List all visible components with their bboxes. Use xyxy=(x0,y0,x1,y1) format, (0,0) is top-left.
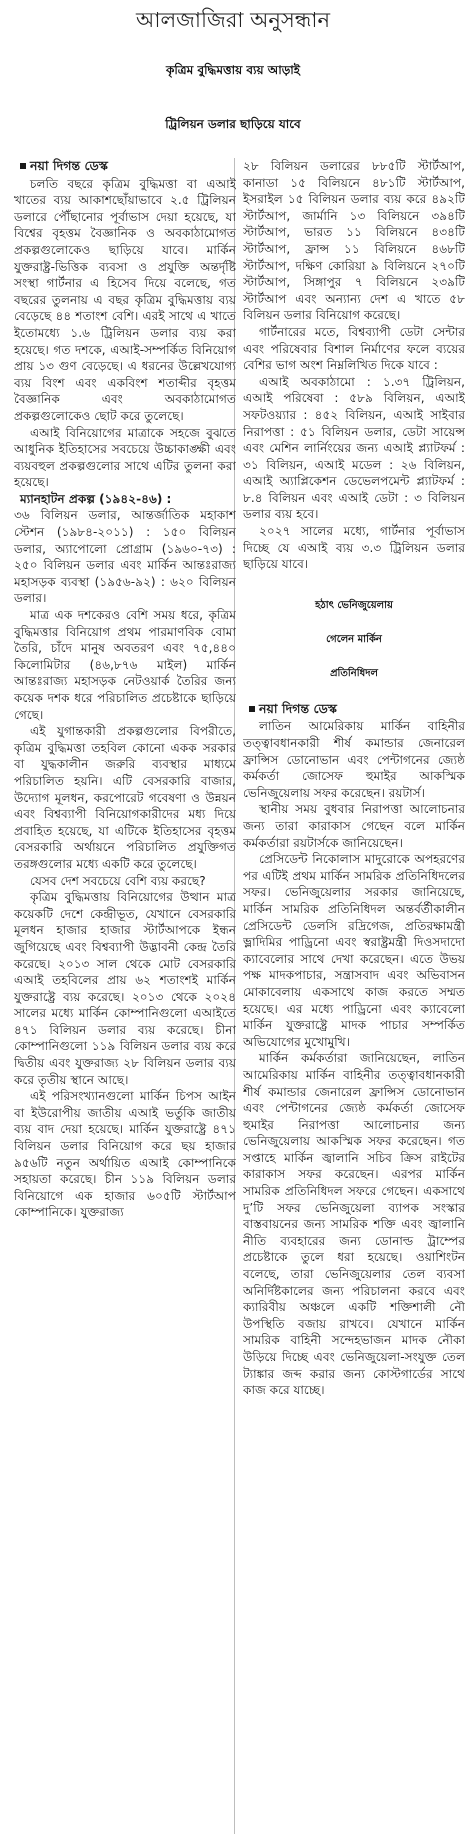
second-headline-line-1: হঠাৎ ভেনিজুয়েলায় xyxy=(315,599,393,611)
main-headline-line-1: কৃত্রিম বুদ্ধিমত্তায় ব্যয় আড়াই xyxy=(165,63,301,77)
section-kicker: আলজাজিরা অনুসন্ধান xyxy=(136,7,330,32)
article-paragraph: লাতিন আমেরিকায় মার্কিন বাহিনীর তত্ত্বাবধানকারী শীর্ষ কমান্ডার জেনারেল ফ্রান্সিস ডোনোভান এবং পেন্টাগনের জ্যেষ্ঠ কর্মকর্তা জোসেফ হুমাইর আকস্মিক ভেনিজুয়েলায় সফর করেছেন। রয়টার্স। xyxy=(243,719,465,800)
byline-text: নয়া দিগন্ত ডেস্ক xyxy=(259,700,337,716)
article-paragraph: স্থানীয় সময় বুধবার নিরাপত্তা আলোচনার জন্য তারা কারাকাস গেছেন বলে মার্কিন কর্মকর্তারা রয়টার্সকে জানিয়েছেন। xyxy=(243,802,465,850)
article-paragraph: মার্কিন কর্মকর্তারা জানিয়েছেন, লাতিন আমেরিকায় মার্কিন বাহিনীর তত্ত্বাবধানকারী শীর্ষ কমান্ডার জেনারেল ফ্রান্সিস ডোনোভান এবং পেন্টাগনের জ্যেষ্ঠ কর্মকর্তা জোসেফ হুমাইর নিরাপত্তা আলোচনার জন্য ভেনিজুয়েলায় আকস্মিক সফর করেছেন। গত সপ্তাহে মার্কিন জ্বালানি সচিব ক্রিস রাইটের কারাকাস সফর করেছেন। এরপর মার্কিন সামরিক প্রতিনিধিদল সফরে গেছেন। একসাথে দু’টি সফর ভেনিজুয়েলা ব্যাপক সংস্কার বাস্তবায়নের জন্য সামরিক শক্তি এবং জ্বালানি নীতি ব্যবহারের জন্য ডোনাল্ড ট্রাম্পের প্রচেষ্টাকে তুলে ধরা হয়েছে। ওয়াশিংটন বলেছে, তারা ভেনিজুয়েলার তেল ব্যবসা অনির্দিষ্টকালের জন্য পরিচালনা করবে এবং ক্যারিবীয় অঞ্চলে একটি শক্তিশালী নৌ উপস্থিতি বজায় রাখবে। যেখানে মার্কিন সামরিক বাহিনী সন্দেহভাজন মাদক নৌকা উড়িয়ে দিচ্ছে এবং ভেনিজুয়েলা-সংযুক্ত তেল ট্যাঙ্কার জব্দ করার জন্য কোস্টগার্ডের সাথে কাজ করে যাচ্ছে। xyxy=(243,1051,465,1398)
second-headline-line-2: গেলেন মার্কিন xyxy=(326,633,382,645)
article-paragraph: গার্টনারের মতে, বিশ্বব্যাপী ডেটা সেন্টার এবং পরিষেবার বিশাল নির্মাণের ফলে ব্যয়ের বেশির ভাগ অংশ নিম্নলিখিত দিকে যাবে : xyxy=(243,324,465,373)
right-column xyxy=(243,158,465,1834)
article-paragraph: এআই বিনিয়োগের মাত্রাকে সহজে বুঝতে আধুনিক ইতিহাসের সবচেয়ে উচ্চাকাঙ্ক্ষী এবং ব্যয়বহুল প্রকল্পগুলোর সাথে এটির তুলনা করা হয়েছে। xyxy=(14,425,236,490)
article-paragraph: এই পরিসংখ্যানগুলো মার্কিন চিপস আইন বা ইউরোপীয় জাতীয় এআই ভর্তুকি জাতীয় ব্যয় বাদ দেয়া হয়েছে। মার্কিন যুক্তরাষ্ট্রে ৪৭১ বিলিয়ন ডলার বিনিয়োগ করে ছয় হাজার ৯৫৬টি নতুন অর্থায়িত এআই কোম্পানিকে সহায়তা করেছে। চীন ১১৯ বিলিয়ন ডলার বিনিয়োগে এক হাজার ৬০৫টি স্টার্টআপ কোম্পানিকে। যুক্তরাজ্য xyxy=(14,1089,236,1220)
main-headline-line-2: ট্রিলিয়ন ডলার ছাড়িয়ে যাবে xyxy=(165,117,301,131)
manhattan-project-label: ম্যানহাটন প্রকল্প (১৯৪২-৪৬) : xyxy=(20,491,172,506)
second-article-headline xyxy=(243,589,465,691)
article-paragraph: এআই অবকাঠামো : ১.৩৭ ট্রিলিয়ন, এআই পরিষেবা : ৫৮৯ বিলিয়ন, এআই সফটওয়্যার : ৪৫২ বিলিয়ন, এআই সাইবার নিরাপত্তা : ৫১ বিলিয়ন ডলার, ডেটা সায়েন্স এবং মেশিন লার্নিংয়ের জন্য এআই প্ল্যাটফর্ম : ৩১ বিলিয়ন, এআই মডেল : ২৬ বিলিয়ন, এআই অ্যাপ্লিকেশন ডেভেলপমেন্ট প্ল্যাটফর্ম : ৮.৪ বিলিয়ন এবং এআই ডেটা : ৩ বিলিয়ন ডলার ব্যয় হবে। xyxy=(243,374,465,522)
byline-text: নয়া দিগন্ত ডেস্ক xyxy=(30,158,108,173)
article-paragraph: মাত্র এক দশকেরও বেশি সময় ধরে, কৃত্রিম বুদ্ধিমত্তার বিনিয়োগ প্রথম পারমাণবিক বোমা তৈরি, চাঁদে মানুষ অবতরণ এবং ৭৫,৪৪০ কিলোমিটার (৪৬,৮৭৬ মাইল) মার্কিন আন্তঃরাজ্য মহাসড়ক নেটওয়ার্ক তৈরির জন্য কয়েক দশক ধরে পরিচালিত প্রচেষ্টাকে ছাড়িয়ে গেছে। xyxy=(14,608,236,722)
byline xyxy=(20,158,236,175)
article-paragraph: এই যুগান্তকারী প্রকল্পগুলোর বিপরীতে, কৃত্রিম বুদ্ধিমত্তা তহবিল কোনো একক সরকার বা যুদ্ধকালীন জরুরি ব্যবস্থার মাধ্যমে পরিচালিত হয়নি। এটি বেসরকারি বাজার, উদ্যোগ মূলধন, করপোরেট গবেষণা ও উন্নয়ন এবং বিশ্বব্যাপী বিনিয়োগকারীদের মধ্য দিয়ে প্রবাহিত হয়েছে, যা এটিকে ইতিহাসের বৃহত্তম বেসরকারি অর্থায়নে পরিচালিত প্রযুক্তিগত তরঙ্গগুলোর মধ্যে একটি করে তুলেছে। xyxy=(14,724,236,871)
article-paragraph: ৩৬ বিলিয়ন ডলার, আন্তর্জাতিক মহাকাশ স্টেশন (১৯৮৪-২০১১) : ১৫০ বিলিয়ন ডলার, অ্যাপোলো প্রোগ্রাম (১৯৬০-৭৩) : ২৫০ বিলিয়ন ডলার এবং মার্কিন আন্তঃরাজ্য মহাসড়ক ব্যবস্থা (১৯৫৬-৯২) : ৬২০ বিলিয়ন ডলার। xyxy=(14,508,236,606)
bullet-square-icon xyxy=(20,163,26,169)
article-paragraph: প্রেসিডেন্ট নিকোলাস মাদুরোকে অপহরণের পর এটিই প্রথম মার্কিন সামরিক প্রতিনিধিদলের সফর। ভেনিজুয়েলার সরকার জানিয়েছে, মার্কিন সামরিক প্রতিনিধিদল অন্তর্বর্তীকালীন প্রেসিডেন্ট ডেলসি রদ্রিগেজ, প্রতিরক্ষামন্ত্রী ভ্লাদিমির পাড্রিনো এবং স্বরাষ্ট্রমন্ত্রী দিওসদাদো ক্যাবেলোর সাথে দেখা করেছেন। এতে উভয় পক্ষ মাদকপাচার, সন্ত্রাসবাদ এবং অভিবাসন মোকাবেলায় একসাথে কাজ করতে সম্মত হয়েছে। এর মধ্যে পাড্রিনো এবং ক্যাবেলো মার্কিন যুক্তরাষ্ট্রে মাদক পাচার সম্পর্কিত অভিযোগের মুখোমুখি। xyxy=(243,852,465,1049)
byline xyxy=(249,701,465,718)
article-paragraph: ২০২৭ সালের মধ্যে, গার্টনার পূর্বাভাস দিচ্ছে যে এআই ব্যয় ৩.৩ ট্রিলিয়ন ডলার ছাড়িয়ে যাবে। xyxy=(243,524,465,572)
second-headline-line-3: প্রতিনিধিদল xyxy=(330,667,378,679)
left-column xyxy=(14,158,236,1834)
article-paragraph: কৃত্রিম বুদ্ধিমত্তায় বিনিয়োগের উত্থান মাত্র কয়েকটি দেশে কেন্দ্রীভূত, যেখানে বেসরকারি মূলধন হাজার হাজার স্টার্টআপকে ইন্ধন জুগিয়েছে এবং বিশ্বব্যাপী উদ্ভাবনী কেন্দ্র তৈরি করেছে। ২০১৩ সাল থেকে মোট বেসরকারি এআই তহবিলের প্রায় ৬২ শতাংশই মার্কিন যুক্তরাষ্ট্রে ব্যয় করেছে। ২০১৩ থেকে ২০২৪ সালের মধ্যে মার্কিন কোম্পানিগুলো এআইতে ৪৭১ বিলিয়ন ডলার ব্যয় করেছে। চীনা কোম্পানিগুলো ১১৯ বিলিয়ন ডলার ব্যয় করে দ্বিতীয় এবং যুক্তরাজ্য ২৮ বিলিয়ন ডলার ব্যয় করে তৃতীয় স্থানে আছে। xyxy=(14,890,236,1087)
bullet-square-icon xyxy=(249,706,255,712)
article-paragraph: চলতি বছরে কৃত্রিম বুদ্ধিমত্তা বা এআই খাতের ব্যয় আকাশছোঁয়াভাবে ২.৫ ট্রিলিয়ন ডলারে পৌঁছানোর পূর্বাভাস দেয়া হয়েছে, যা বিশ্বের বৃহত্তম বৈজ্ঞানিক ও অবকাঠামোগত প্রকল্পগুলোকেও ছাড়িয়ে যাবে। মার্কিন যুক্তরাষ্ট্র-ভিত্তিক ব্যবসা ও প্রযুক্তি অন্তর্দৃষ্টি সংস্থা গার্টনার এ হিসেব দিয়ে বলেছে, গত বছরের তুলনায় এ বছর কৃত্রিম বুদ্ধিমত্তায় ব্যয় বেড়েছে ৪৪ শতাংশ বেশি। এরই সাথে এ খাতে ইতোমধ্যে ১.৬ ট্রিলিয়ন ডলার ব্যয় করা হয়েছে। গত দশকে, এআই-সম্পর্কিত বিনিয়োগ প্রায় ১৩ গুণ বেড়েছে। এ ধরনের উল্লেখযোগ্য ব্যয় বিংশ এবং একবিংশ শতাব্দীর বৃহত্তম বৈজ্ঞানিক এবং অবকাঠামোগত প্রকল্পগুলোকেও ছোট করে তুলেছে। xyxy=(14,176,236,423)
article-paragraph: ২৮ বিলিয়ন ডলারের ৮৮৫টি স্টার্টআপ, কানাডা ১৫ বিলিয়নে ৪৮১টি স্টার্টআপ, ইসরাইল ১৫ বিলিয়ন ডলার ব্যয় করে ৪৯২টি স্টার্টআপ, জার্মানি ১৩ বিলিয়নে ৩৯৪টি স্টার্টআপ, ভারত ১১ বিলিয়নে ৪৩৪টি স্টার্টআপ, ফ্রান্স ১১ বিলিয়নে ৪৬৮টি স্টার্টআপ, দক্ষিণ কোরিয়া ৯ বিলিয়নে ২৭০টি স্টার্টআপ, সিঙ্গাপুর ৭ বিলিয়নে ২৩৯টি স্টার্টআপ এবং অন্যান্য দেশ এ খাতে ৫৮ বিলিয়ন ডলার বিনিয়োগ করেছে। xyxy=(243,159,465,323)
question-subheading: যেসব দেশ সবচেয়ে বেশি ব্যয় করছে? xyxy=(30,873,206,888)
